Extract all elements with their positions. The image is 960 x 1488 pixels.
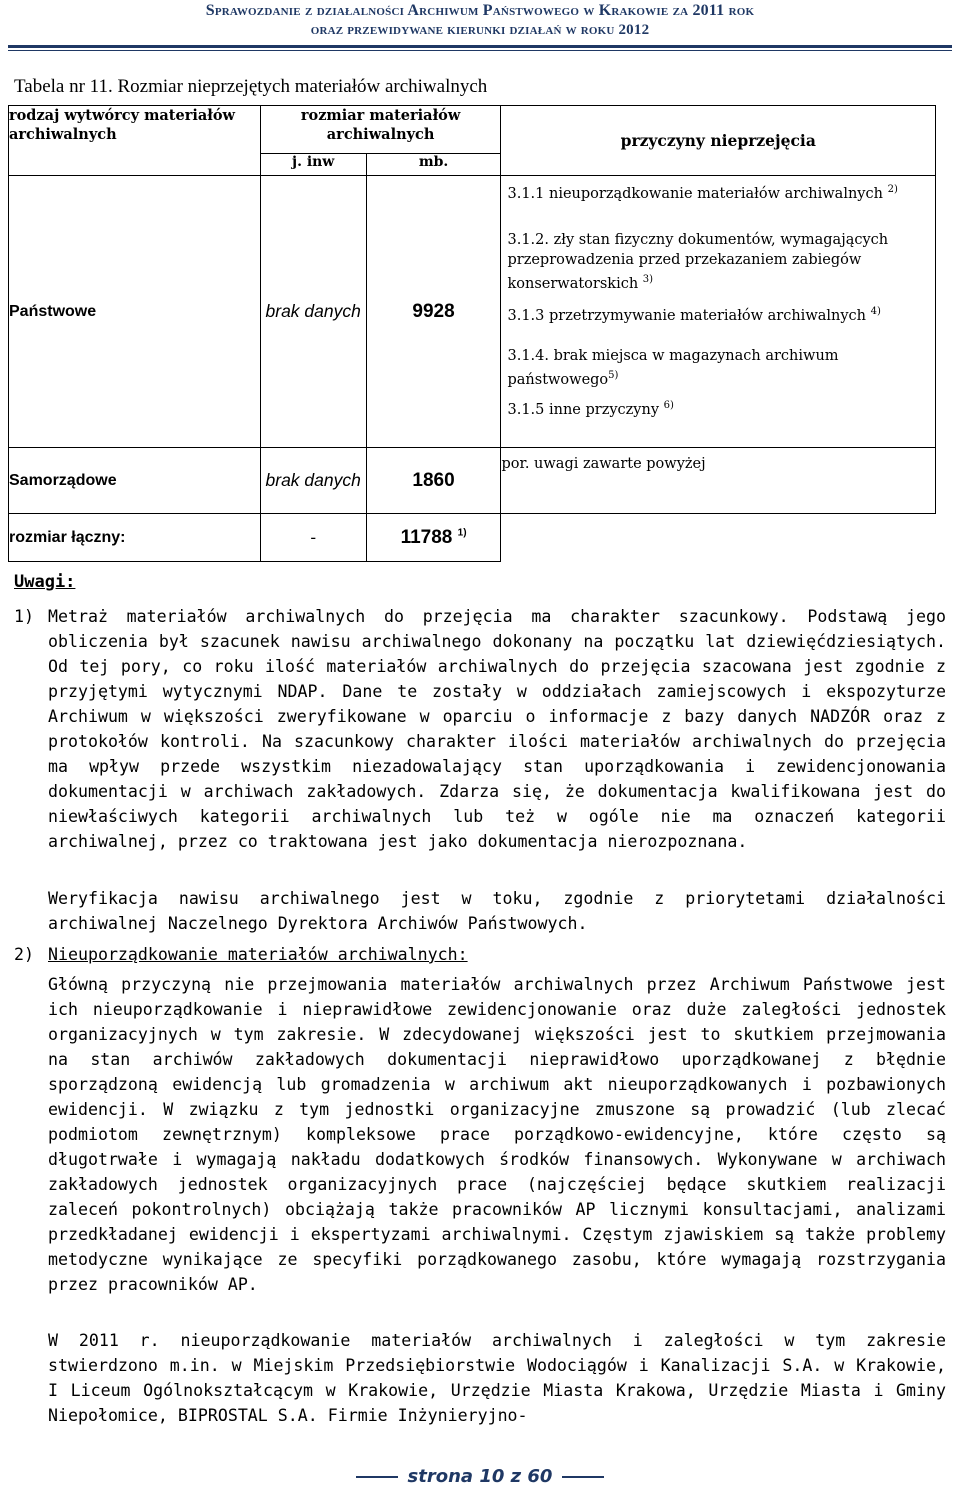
reason-item: 3.1.3 przetrzymywanie materiałów archiwalnych $^{4)}$: [507, 306, 881, 324]
header-mb: mb.: [366, 154, 501, 176]
row-mb: 1860: [366, 448, 501, 514]
table-row-samorzadowe: [9, 448, 936, 514]
footer-dash-right: [562, 1476, 604, 1478]
sizes-table: [8, 105, 936, 562]
header-reasons: przyczyny nieprzejęcia: [501, 106, 936, 176]
note-2-paragraph-1: Główną przyczyną nie przejmowania materiałów archiwalnych przez Archiwum Państwowe jest ich nieuporządkowanie i nieprawidłowe zewidencjonowanie oraz duże zaległości jednostek organizacyjnych w tym zakresie. W zdecydowanej większości jest to skutkiem przejmowania na stan archiwów zakładowych dokumentacji nieprawidłowo uporządkowanej z błędnie sporządzoną ewidencją lub gromadzenia w archiwum akt nieuporządkowanych i pozbawionych ewidencji. W związku z tym jednostki organizacyjne zmuszone są prowadzić (lub zlecać podmiotom zewnętrznym) kompleksowe prace porządkowo-ewidencyjne, które często są długotrwałe i wymagają nakładu dodatkowych środków finansowych. Wykonywane w archiwach zakładowych jednostek organizacyjnych prace (najczęściej będące skutkiem realizacji zaleceń pokontrolnych) obciążają także pracowników AP licznymi konsultacjami, analizami przedkładanej ewidencji i ekspertyzami archiwalnymi. Częstym zjawiskiem są także problemy metodyczne wynikające ze specyfiki porządkowanego zasobu, które wymagają rozstrzygania przez pracowników AP.: [48, 975, 946, 1294]
row-label: Samorządowe: [9, 448, 261, 514]
total-inw: -: [260, 514, 366, 562]
note-1-paragraph-2: Weryfikacja nawisu archiwalnego jest w toku, zgodnie z priorytetami działalności archiwalnej Naczelnego Dyrektora Archiwów Państwowych.: [48, 889, 946, 933]
header-size: rozmiar materiałów archiwalnych: [260, 106, 501, 154]
header-inw: j. inw: [260, 154, 366, 176]
header-line-2: oraz przewidywane kierunki działań w roku 2012: [310, 22, 650, 38]
total-label: rozmiar łączny:: [9, 514, 261, 562]
note-1-marker: 1): [14, 607, 34, 626]
reason-item: 3.1.2. zły stan fizyczny dokumentów, wymagających przeprowadzenia przed przekazaniem zabiegów konserwatorskich $^{3)}$: [507, 232, 889, 292]
reason-item: 3.1.4. brak miejsca w magazynach archiwum państwowego$^{5)}$: [507, 348, 839, 388]
row-mb: 9928: [366, 176, 501, 448]
table-caption: Tabela nr 11. Rozmiar nieprzejętych materiałów archiwalnych: [14, 76, 488, 97]
footer-dash-left: [356, 1476, 398, 1478]
page-footer: [0, 1466, 960, 1487]
row-inw: brak danych: [260, 176, 366, 448]
notes-heading: Uwagi:: [14, 572, 76, 592]
note-2-paragraph-2: W 2011 r. nieuporządkowanie materiałów archiwalnych i zaległości w tym zakresie stwierdzono m.in. w Miejskim Przedsiębiorstwie Wodociągów i Kanalizacji S.A. w Krakowie, I Liceum Ogólnokształcącym w Krakowie, Urzędzie Miasta Krakowa, Urzędzie Miasta i Gminy Niepołomice, BIPROSTAL S.A. Firmie Inżynieryjno-: [48, 1331, 946, 1425]
total-empty: [501, 514, 936, 562]
row-reasons: por. uwagi zawarte powyżej: [501, 448, 936, 514]
reason-item: 3.1.1 nieuporządkowanie materiałów archiwalnych $^{2)}$: [507, 184, 898, 202]
reason-item: 3.1.5 inne przyczyny $^{6)}$: [507, 400, 674, 418]
note-1-paragraph-1: Metraż materiałów archiwalnych do przejęcia ma charakter szacunkowy. Podstawą jego obliczenia był szacunek nawisu archiwalnego dokonany na początku lat dziewięćdziesiątych. Od tej pory, co roku ilość materiałów archiwalnych do przejęcia szacowana jest zgodnie z przyjętymi wytycznymi NDAP. Dane te zostały w oddziałach zamiejscowych i ekspozyturze Archiwum w większości zweryfikowane w oparciu o informacje z bazy danych NADZÓR oraz z protokołów kontroli. Na szacunkowy charakter ilości materiałów archiwalnych do przejęcia ma wpływ przede wszystkim niezadowalający stan uporządkowania i zewidencjonowania dokumentacji w archiwach zakładowych. Zdarza się, że dokumentacja kwalifikowana jest do niewłaściwych kategorii archiwalnych lub też w ogóle nie ma oznaczeń kategorii archiwalnej, przez co traktowana jest jako dokumentacja nierozpoznana.: [48, 607, 946, 851]
row-inw: brak danych: [260, 448, 366, 514]
note-2-marker: 2): [14, 945, 34, 964]
table-row-total: [9, 514, 936, 562]
total-mb: 11788 $^{1)}$: [366, 514, 501, 562]
header-rule-thin: [8, 50, 952, 51]
header-rule-thick: [8, 45, 952, 48]
table-row-panstwowe: [9, 176, 936, 448]
header-line-1: Sprawozdanie z działalności Archiwum Państwowego w Krakowie za 2011 rok: [205, 2, 755, 19]
row-label: Państwowe: [9, 176, 261, 448]
header-creator: rodzaj wytwórcy materiałów archiwalnych: [9, 106, 261, 176]
row-reasons: [501, 176, 936, 448]
page-number: strona 10 z 60: [407, 1466, 553, 1487]
note-2-title: Nieuporządkowanie materiałów archiwalnych:: [48, 945, 468, 964]
